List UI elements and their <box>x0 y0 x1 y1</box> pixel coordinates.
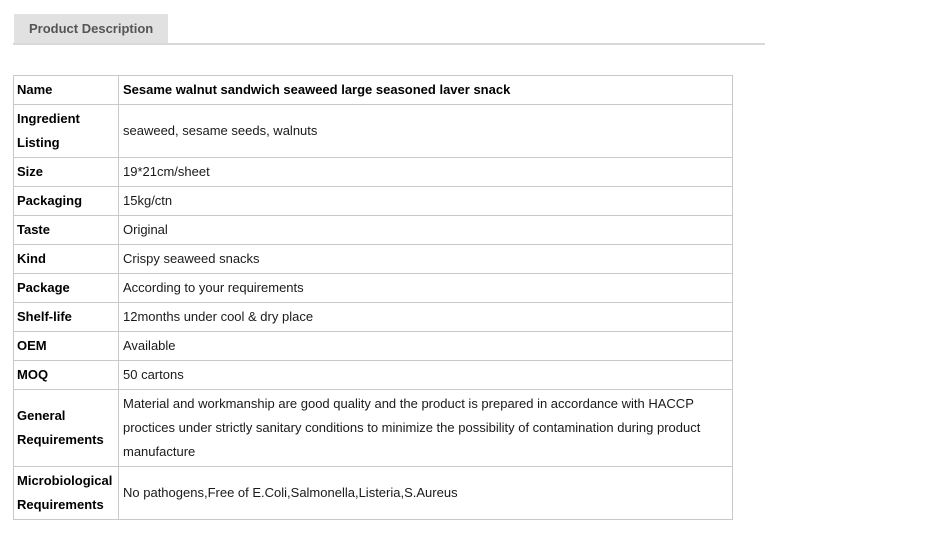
product-table-body <box>14 76 733 520</box>
row-value: 12months under cool & dry place <box>119 303 733 332</box>
tab-bar-divider <box>13 43 765 45</box>
row-label: OEM <box>14 332 119 361</box>
row-label: General Requirements <box>14 390 119 467</box>
tab-product-description[interactable]: Product Description <box>14 14 168 43</box>
row-value: 19*21cm/sheet <box>119 158 733 187</box>
table-row <box>14 76 733 105</box>
row-value: Sesame walnut sandwich seaweed large seasoned laver snack <box>119 76 733 105</box>
row-label: Package <box>14 274 119 303</box>
table-row <box>14 467 733 520</box>
row-label: Ingredient Listing <box>14 105 119 158</box>
row-label: Kind <box>14 245 119 274</box>
row-value: 50 cartons <box>119 361 733 390</box>
row-label: Packaging <box>14 187 119 216</box>
row-label: Taste <box>14 216 119 245</box>
row-value: No pathogens,Free of E.Coli,Salmonella,Listeria,S.Aureus <box>119 467 733 520</box>
table-row <box>14 187 733 216</box>
row-label: Size <box>14 158 119 187</box>
product-description-table <box>13 75 733 520</box>
table-row <box>14 274 733 303</box>
table-row <box>14 361 733 390</box>
table-row <box>14 105 733 158</box>
table-row <box>14 390 733 467</box>
row-value: 15kg/ctn <box>119 187 733 216</box>
row-value: seaweed, sesame seeds, walnuts <box>119 105 733 158</box>
table-row <box>14 332 733 361</box>
row-label: Microbiological Requirements <box>14 467 119 520</box>
row-label: Shelf-life <box>14 303 119 332</box>
row-value: Material and workmanship are good quality and the product is prepared in accordance with HACCP proctices under strictly sanitary conditions to minimize the possibility of contamination during product manufacture <box>119 390 733 467</box>
row-label: Name <box>14 76 119 105</box>
table-row <box>14 216 733 245</box>
row-label: MOQ <box>14 361 119 390</box>
row-value: Crispy seaweed snacks <box>119 245 733 274</box>
row-value: Original <box>119 216 733 245</box>
table-row <box>14 303 733 332</box>
table-row <box>14 245 733 274</box>
table-row <box>14 158 733 187</box>
row-value: According to your requirements <box>119 274 733 303</box>
row-value: Available <box>119 332 733 361</box>
